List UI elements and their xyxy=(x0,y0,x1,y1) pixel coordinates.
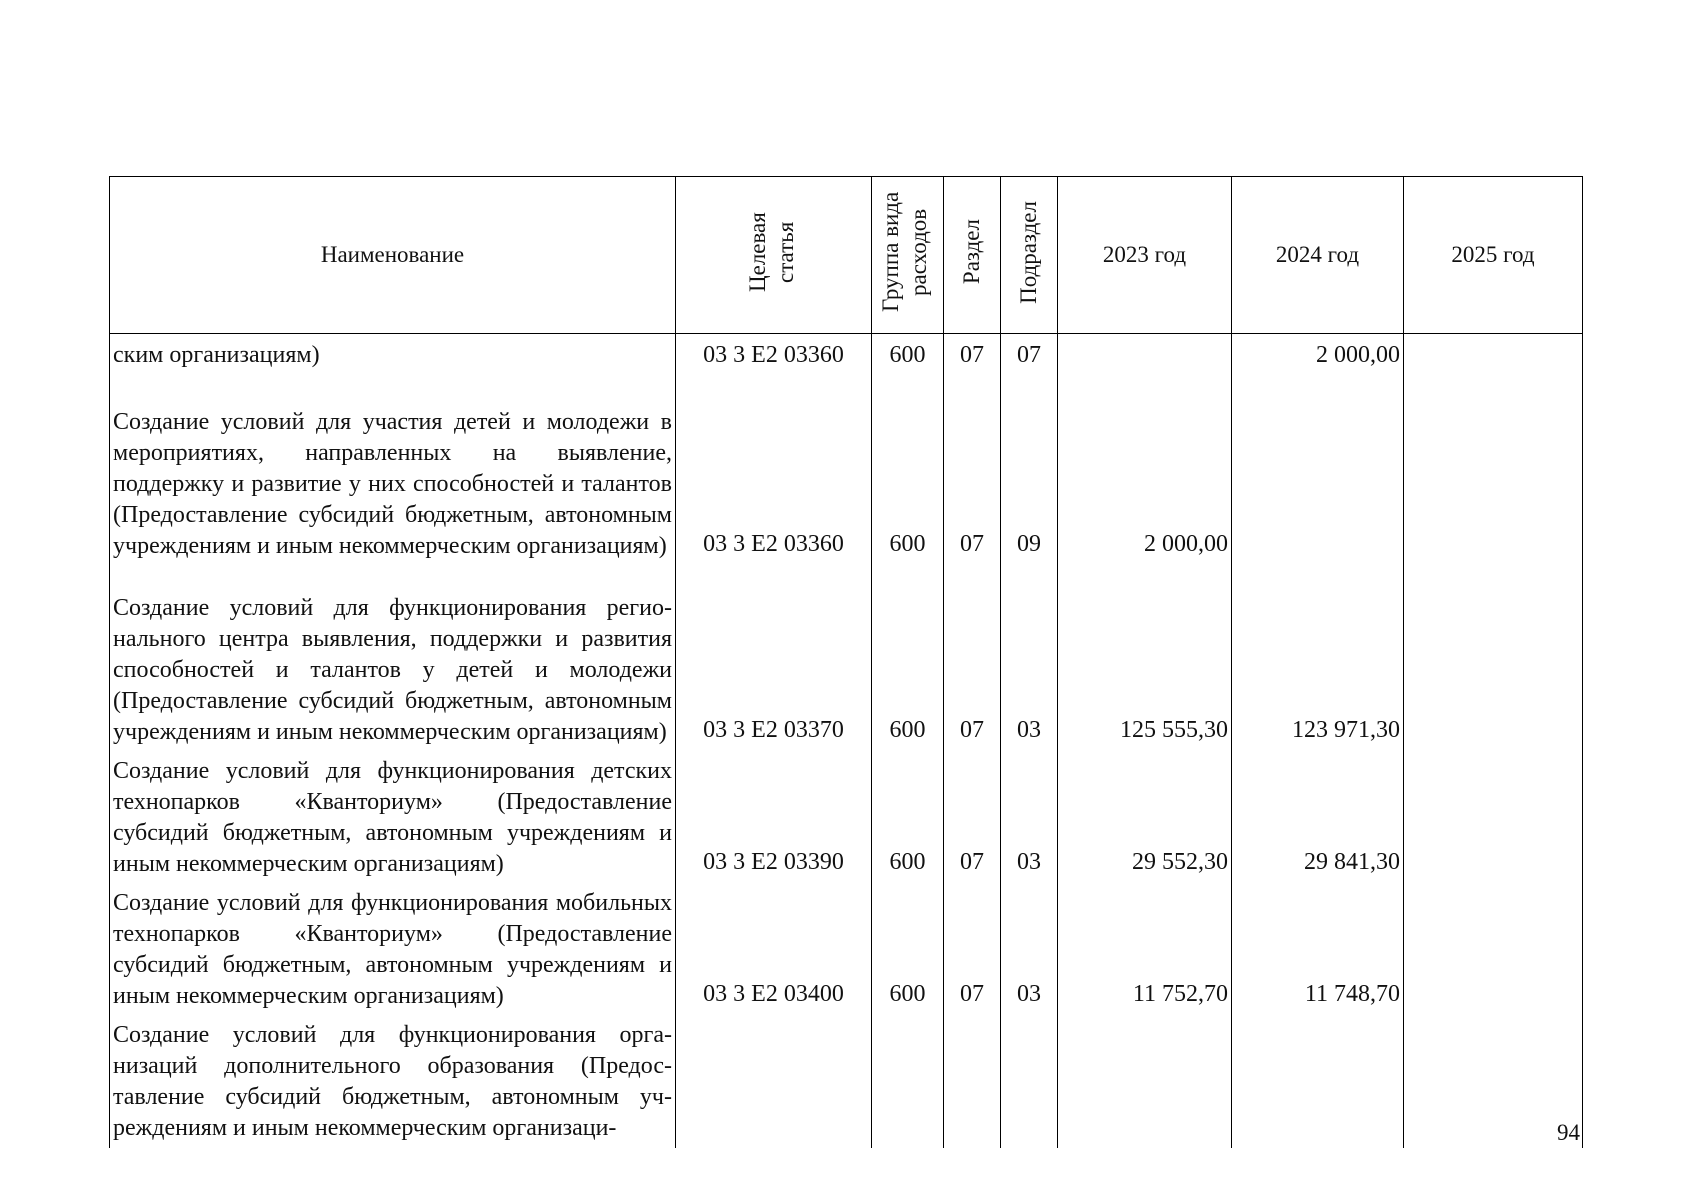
row-name: Создание условий для функционирования регионального центра выявления, поддержки и развития способностей и талантов у детей и молодежи (Предоставление субсидий бюджетным, автономным учреждениям и иным некоммерческим организациям) xyxy=(110,566,676,752)
row-expense-group: 600 xyxy=(872,884,944,1016)
row-name: Создание условий для функционирования детских технопарков «Кванториум» (Предоставление субсидий бюджетным, автономным учреждениям и иным некоммерческим организациям) xyxy=(110,752,676,884)
row-expense-group: 600 xyxy=(872,380,944,566)
row-target-article: 03 3 Е2 03400 xyxy=(676,884,872,1016)
row-target-article: 03 3 Е2 03360 xyxy=(676,334,872,380)
row-expense-group: 600 xyxy=(872,752,944,884)
row-amount-2023 xyxy=(1058,334,1232,380)
row-section: 07 xyxy=(944,380,1001,566)
row-subsection: 07 xyxy=(1001,334,1058,380)
table-row xyxy=(110,380,1583,566)
table-row xyxy=(110,1016,1583,1148)
row-section: 07 xyxy=(944,334,1001,380)
row-target-article: 03 3 Е2 03390 xyxy=(676,752,872,884)
budget-table xyxy=(109,176,1583,1148)
row-amount-2025 xyxy=(1404,380,1583,566)
header-name: Наименование xyxy=(110,177,676,334)
row-target-article xyxy=(676,1016,872,1148)
table-row xyxy=(110,884,1583,1016)
row-target-article: 03 3 Е2 03360 xyxy=(676,380,872,566)
row-expense-group: 600 xyxy=(872,566,944,752)
table-row xyxy=(110,566,1583,752)
row-target-article: 03 3 Е2 03370 xyxy=(676,566,872,752)
row-name: Создание условий для функционирования мобильных технопарков «Кванториум» (Предоставление субсидий бюджетным, автономным учреждениям и иным некоммерческим организациям) xyxy=(110,884,676,1016)
header-2024: 2024 год xyxy=(1232,177,1404,334)
row-subsection xyxy=(1001,1016,1058,1148)
row-amount-2024: 2 000,00 xyxy=(1232,334,1404,380)
row-subsection: 09 xyxy=(1001,380,1058,566)
header-subsection: Подраздел xyxy=(1001,177,1058,334)
row-section: 07 xyxy=(944,566,1001,752)
row-amount-2024: 123 971,30 xyxy=(1232,566,1404,752)
row-expense-group xyxy=(872,1016,944,1148)
row-amount-2025 xyxy=(1404,334,1583,380)
row-amount-2023: 29 552,30 xyxy=(1058,752,1232,884)
row-amount-2024 xyxy=(1232,380,1404,566)
row-amount-2023: 11 752,70 xyxy=(1058,884,1232,1016)
row-amount-2024 xyxy=(1232,1016,1404,1148)
row-amount-2025 xyxy=(1404,884,1583,1016)
row-amount-2023: 2 000,00 xyxy=(1058,380,1232,566)
header-2025: 2025 год xyxy=(1404,177,1583,334)
row-section: 07 xyxy=(944,884,1001,1016)
row-name: ским организациям) xyxy=(110,334,676,380)
row-name: Создание условий для участия детей и молодежи в мероприятиях, направленных на выявление, поддержку и развитие у них способностей и талантов (Предоставление субсидий бюджетным, автономным учреждениям и иным некоммерческим организациям) xyxy=(110,380,676,566)
page-number: 94 xyxy=(1557,1120,1580,1145)
row-subsection: 03 xyxy=(1001,884,1058,1016)
header-2023: 2023 год xyxy=(1058,177,1232,334)
row-expense-group: 600 xyxy=(872,334,944,380)
row-subsection: 03 xyxy=(1001,566,1058,752)
table-header-row xyxy=(110,177,1583,334)
row-section: 07 xyxy=(944,752,1001,884)
row-amount-2024: 11 748,70 xyxy=(1232,884,1404,1016)
row-amount-2025 xyxy=(1404,752,1583,884)
header-target-article: Целевая статья xyxy=(676,177,872,334)
row-name: Создание условий для функционирования организаций дополнительного образования (Предоставление субсидий бюджетным, автономным учреждениям и иным некоммерческим организаци- xyxy=(110,1016,676,1148)
row-amount-2023 xyxy=(1058,1016,1232,1148)
row-section xyxy=(944,1016,1001,1148)
table-row xyxy=(110,752,1583,884)
row-amount-2024: 29 841,30 xyxy=(1232,752,1404,884)
row-amount-2023: 125 555,30 xyxy=(1058,566,1232,752)
header-section: Раздел xyxy=(944,177,1001,334)
row-amount-2025 xyxy=(1404,566,1583,752)
header-expense-group: Группа вида расходов xyxy=(872,177,944,334)
row-subsection: 03 xyxy=(1001,752,1058,884)
table-row xyxy=(110,334,1583,380)
